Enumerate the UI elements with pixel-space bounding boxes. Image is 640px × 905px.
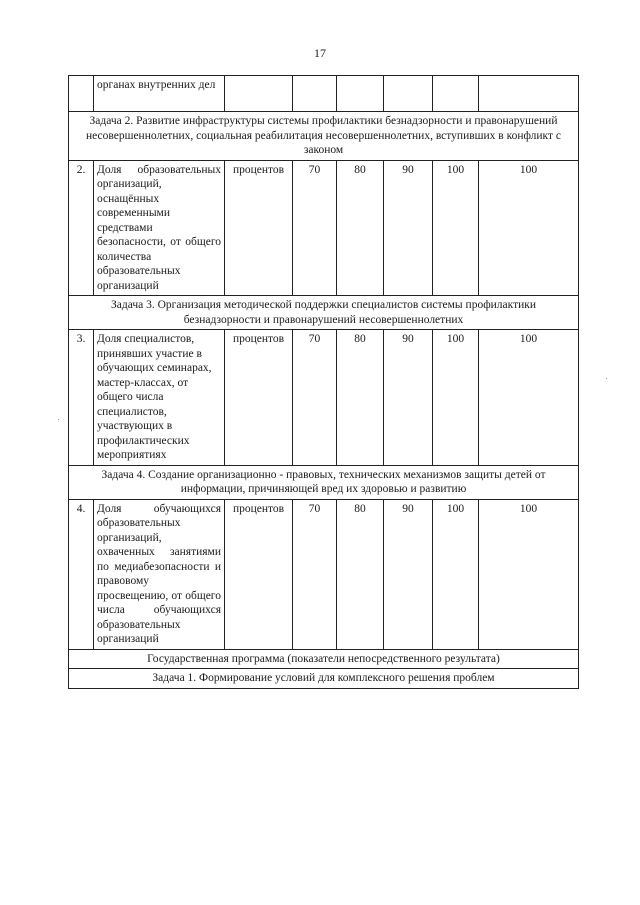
indicator-name: Доля специалистов, принявших участие в обучающих семинарах, мастер-классах, от общего числа специалистов, участвующих в профилактических мероприятиях bbox=[94, 330, 225, 466]
section-heading: Задача 4. Создание организационно - правовых, технических механизмов защиты детей от информации, причиняющей вред их здоровью и развитию bbox=[69, 465, 579, 499]
indicator-value: 100 bbox=[433, 160, 479, 296]
indicator-unit: процентов bbox=[225, 160, 293, 296]
indicator-value bbox=[384, 76, 433, 112]
indicator-value: 100 bbox=[479, 330, 579, 466]
indicator-unit: процентов bbox=[225, 499, 293, 649]
indicator-value: 90 bbox=[384, 330, 433, 466]
section-heading: Задача 3. Организация методической поддержки специалистов системы профилактики безнадзорности и правонарушений несовершеннолетних bbox=[69, 296, 579, 330]
row-number: 4. bbox=[69, 499, 94, 649]
table-row bbox=[69, 499, 579, 649]
indicator-value: 70 bbox=[293, 499, 337, 649]
indicator-value bbox=[293, 76, 337, 112]
indicator-value: 80 bbox=[337, 499, 384, 649]
section-heading: Задача 2. Развитие инфраструктуры системы профилактики безнадзорности и правонарушений несовершеннолетних, социальная реабилитация несовершеннолетних, вступивших в конфликт с законом bbox=[69, 112, 579, 161]
page-number: 17 bbox=[314, 46, 326, 60]
section-row bbox=[69, 465, 579, 499]
indicator-value: 100 bbox=[433, 499, 479, 649]
indicator-value bbox=[479, 76, 579, 112]
row-number: 3. bbox=[69, 330, 94, 466]
row-number: 2. bbox=[69, 160, 94, 296]
indicator-value: 70 bbox=[293, 160, 337, 296]
indicator-value bbox=[433, 76, 479, 112]
indicator-name: органах внутренних дел bbox=[94, 76, 225, 112]
section-row bbox=[69, 669, 579, 689]
indicator-value: 90 bbox=[384, 160, 433, 296]
indicator-name: Доля обучающихся образовательных организаций, охваченных занятиями по медиабезопасности и правовому просвещению, от общего числа обучающихся образовательных организаций bbox=[94, 499, 225, 649]
table-row bbox=[69, 76, 579, 112]
indicator-value: 80 bbox=[337, 330, 384, 466]
section-row bbox=[69, 649, 579, 669]
indicator-unit bbox=[225, 76, 293, 112]
indicator-value: 80 bbox=[337, 160, 384, 296]
table-row bbox=[69, 330, 579, 466]
indicator-value: 70 bbox=[293, 330, 337, 466]
scan-dot bbox=[606, 378, 607, 379]
indicator-name: Доля образовательных организаций, оснащённых современными средствами безопасности, от общего количества образовательных организаций bbox=[94, 160, 225, 296]
indicator-value: 100 bbox=[479, 160, 579, 296]
indicator-value bbox=[337, 76, 384, 112]
section-heading: Государственная программа (показатели непосредственного результата) bbox=[69, 649, 579, 669]
table-row bbox=[69, 160, 579, 296]
indicator-unit: процентов bbox=[225, 330, 293, 466]
scan-dot bbox=[58, 419, 59, 420]
section-row bbox=[69, 296, 579, 330]
indicator-value: 100 bbox=[433, 330, 479, 466]
indicator-value: 90 bbox=[384, 499, 433, 649]
section-heading: Задача 1. Формирование условий для комплексного решения проблем bbox=[69, 669, 579, 689]
section-row bbox=[69, 112, 579, 161]
indicator-value: 100 bbox=[479, 499, 579, 649]
row-number bbox=[69, 76, 94, 112]
indicators-table bbox=[68, 75, 579, 689]
